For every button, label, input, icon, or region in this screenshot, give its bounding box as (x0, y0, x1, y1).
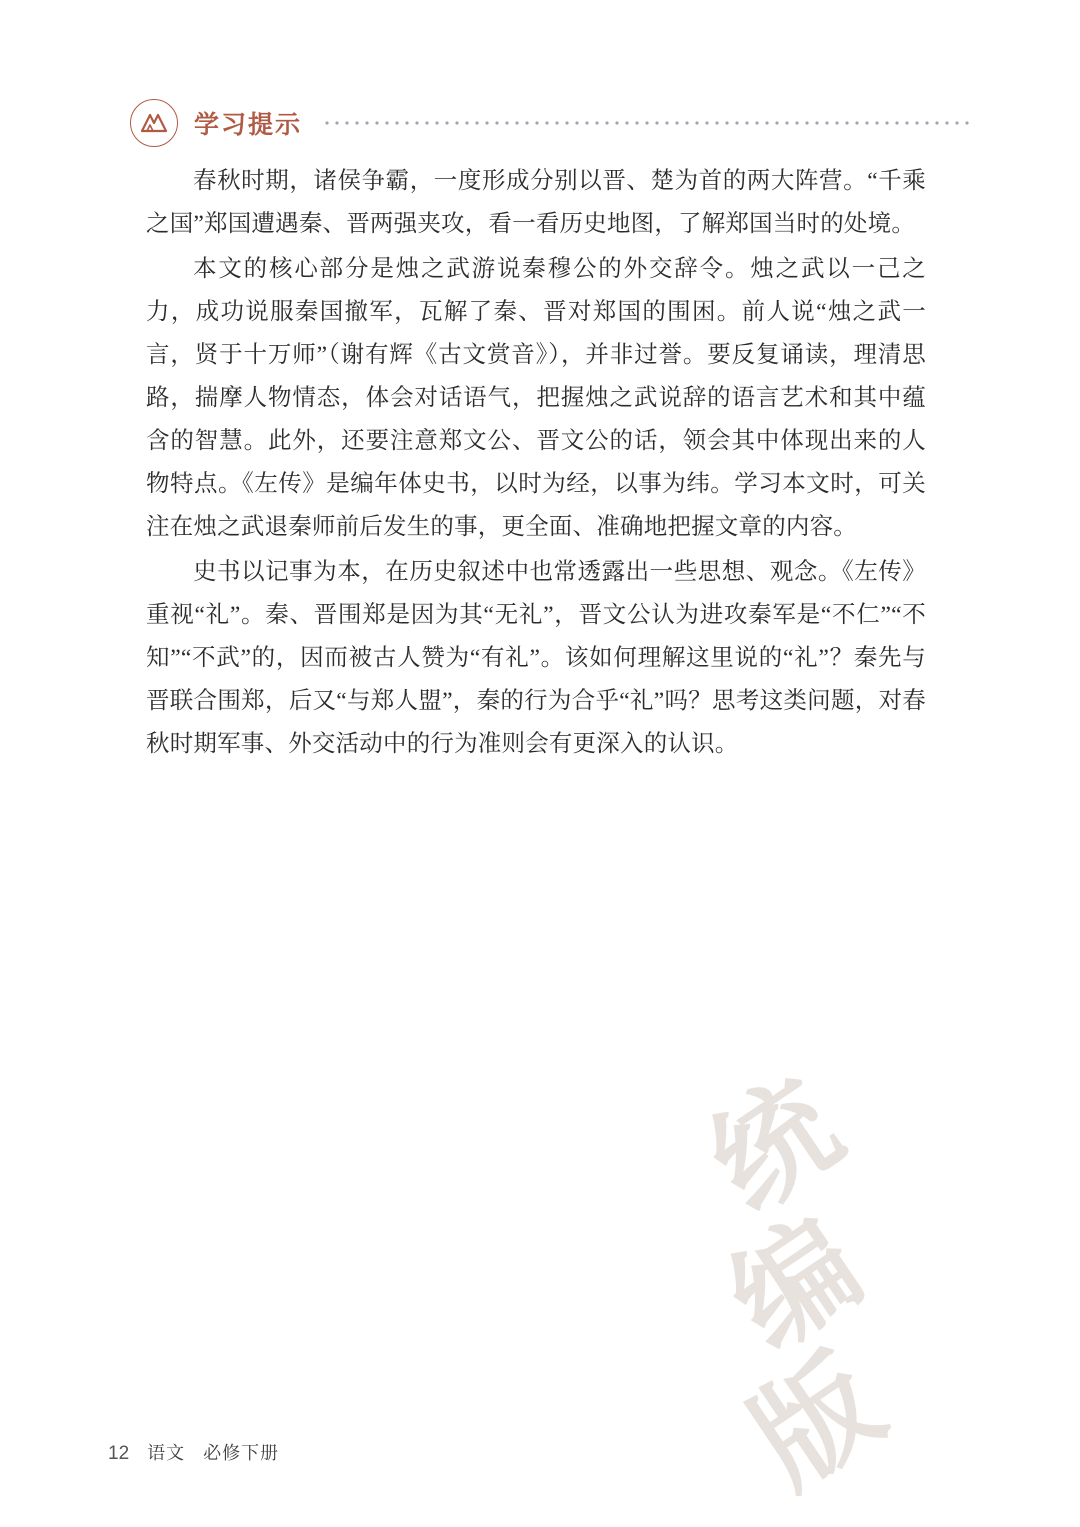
page-footer (108, 1439, 279, 1465)
body-text (146, 160, 926, 768)
watermark-char: 统 (688, 1057, 863, 1235)
page-number: 12 (108, 1443, 130, 1464)
watermark-char: 编 (709, 1195, 884, 1373)
mountain-logo-icon (130, 99, 178, 147)
dotted-rule (324, 120, 970, 126)
section-title: 学习提示 (194, 111, 303, 139)
paragraph: 史书以记事为本，在历史叙述中也常透露出一些思想、观念。《左传》重视“礼”。秦、晋围郑是因为其“无礼”，晋文公认为进攻秦军是“不仁”“不知”“不武”的，因而被古人赞为“有礼”。该如何理解这里说的“礼”？秦先与晋联合围郑，后又“与郑人盟”，秦的行为合乎“礼”吗？思考这类问题，对春秋时期军事、外交活动中的行为准则会有更深入的认识。 (146, 559, 926, 757)
section-header (130, 98, 970, 148)
watermark-char: 版 (729, 1333, 904, 1511)
footer-subject: 语文 (147, 1443, 186, 1463)
paragraph: 春秋时期，诸侯争霸，一度形成分别以晋、楚为首的两大阵营。“千乘之国”郑国遭遇秦、晋两强夹攻，看一看历史地图，了解郑国当时的处境。 (146, 168, 926, 237)
paragraph: 本文的核心部分是烛之武游说秦穆公的外交辞令。烛之武以一己之力，成功说服秦国撤军，瓦解了秦、晋对郑国的围困。前人说“烛之武一言，贤于十万师”（谢有辉《古文赏音》），并非过誉。要反复诵读，理清思路，揣摩人物情态，体会对话语气，把握烛之武说辞的语言艺术和其中蕴含的智慧。此外，还要注意郑文公、晋文公的话，领会其中体现出来的人物特点。《左传》是编年体史书，以时为经，以事为纬。学习本文时，可关注在烛之武退秦师前后发生的事，更全面、准确地把握文章的内容。 (146, 256, 926, 540)
watermark (591, 994, 1068, 1511)
footer-volume: 必修下册 (203, 1443, 280, 1463)
